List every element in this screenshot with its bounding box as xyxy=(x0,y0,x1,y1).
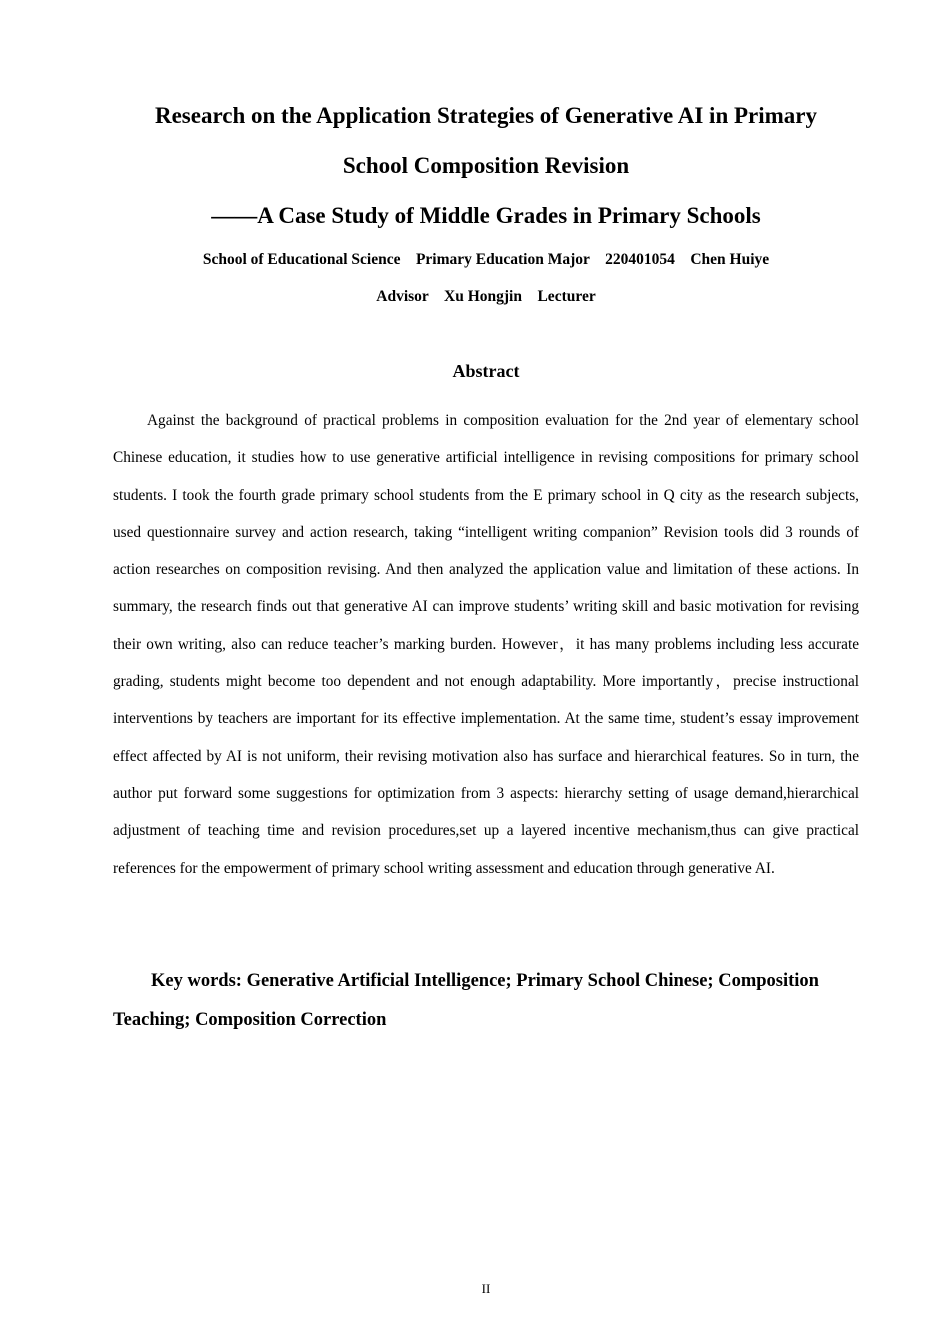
author-affiliation: School of Educational Science Primary Education Major 220401054 Chen Huiye xyxy=(202,251,770,268)
abstract-body: Against the background of practical problems in composition evaluation for the 2nd year of elementary school Chinese education, it studies how to use generative artificial intelligence in revising compositions for primary school students. I took the fourth grade primary school students from the E primary school in Q city as the research subjects, used questionnaire survey and action research, taking “intelligent writing companion” Revision tools did 3 rounds of action researches on composition revising. And then analyzed the application value and limitation of these actions. In summary, the research finds out that generative AI can improve students’ writing skill and basic motivation for revising their own writing, also can reduce teacher’s marking burden. However，it has many problems including less accurate grading, students might become too dependent and not enough adaptability. More importantly，precise instructional interventions by teachers are important for its effective implementation. At the same time, student’s essay improvement effect affected by AI is not uniform, their revising motivation also has surface and hierarchical features. So in turn, the author put forward some suggestions for optimization from 3 aspects: hierarchy setting of usage demand,hierarchical adjustment of teaching time and revision procedures,set up a layered incentive mechanism,thus can give practical references for the empowerment of primary school writing assessment and education through generative AI. xyxy=(113,412,859,877)
keywords: Key words: Generative Artificial Intelligence; Primary School Chinese; Composition Teaching; Composition Correction xyxy=(113,971,819,1030)
title-line-1: Research on the Application Strategies of Generative AI in Primary xyxy=(154,103,817,128)
page-number: II xyxy=(481,1281,491,1296)
abstract-heading: Abstract xyxy=(452,361,520,381)
advisor-info: Advisor Xu Hongjin Lecturer xyxy=(376,288,596,305)
subtitle: ——A Case Study of Middle Grades in Primary Schools xyxy=(211,203,761,228)
title-line-2: School Composition Revision xyxy=(342,153,630,178)
